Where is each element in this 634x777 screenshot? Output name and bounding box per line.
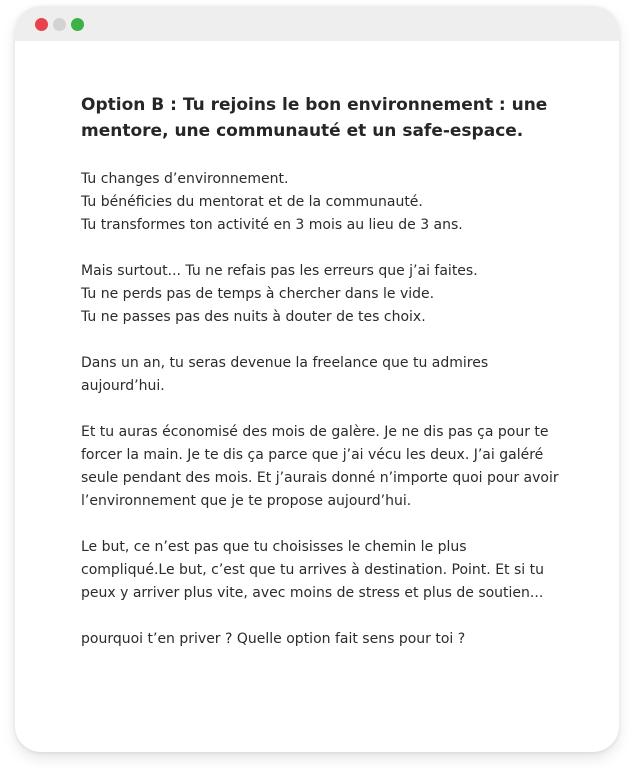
paragraph-line: Tu ne perds pas de temps à chercher dans le vide.	[81, 286, 435, 302]
paragraph-2	[81, 260, 561, 329]
minimize-window-icon[interactable]	[53, 18, 66, 31]
paragraph-5	[81, 536, 561, 605]
paragraph-line: Dans un an, tu seras devenue la freelance que tu admires aujourd’hui.	[81, 355, 489, 394]
paragraph-6	[81, 628, 561, 651]
paragraph-line: Tu bénéficies du mentorat et de la communauté.	[81, 194, 423, 210]
paragraph-line: Mais surtout... Tu ne refais pas les erreurs que j’ai faites.	[81, 263, 478, 279]
paragraph-line: Tu changes d’environnement.	[81, 171, 289, 187]
window-titlebar	[15, 6, 619, 41]
paragraph-4	[81, 421, 561, 513]
paragraph-line: Et tu auras économisé des mois de galère. Je ne dis pas ça pour te forcer la main. Je te dis ça parce que j’ai vécu les deux. J’ai galéré seule pendant des mois. Et j’aurais donné n’importe quoi pour avoir l’environnement que je te propose aujourd’hui.	[81, 424, 559, 509]
paragraph-line: Tu ne passes pas des nuits à douter de tes choix.	[81, 309, 426, 325]
article-content	[81, 92, 561, 674]
paragraph-line: pourquoi t’en priver ? Quelle option fait sens pour toi ?	[81, 631, 466, 647]
close-window-icon[interactable]	[35, 18, 48, 31]
article-heading: Option B : Tu rejoins le bon environnement : une mentore, une communauté et un safe-espace.	[81, 95, 548, 141]
browser-window	[15, 6, 619, 752]
paragraph-line: Tu transformes ton activité en 3 mois au lieu de 3 ans.	[81, 217, 463, 233]
maximize-window-icon[interactable]	[71, 18, 84, 31]
paragraph-3	[81, 352, 561, 398]
paragraph-line: Le but, ce n’est pas que tu choisisses le chemin le plus compliqué.Le but, c’est que tu arrives à destination. Point. Et si tu peux y arriver plus vite, avec moins de stress et plus de soutien...	[81, 539, 544, 601]
paragraph-1	[81, 168, 561, 237]
